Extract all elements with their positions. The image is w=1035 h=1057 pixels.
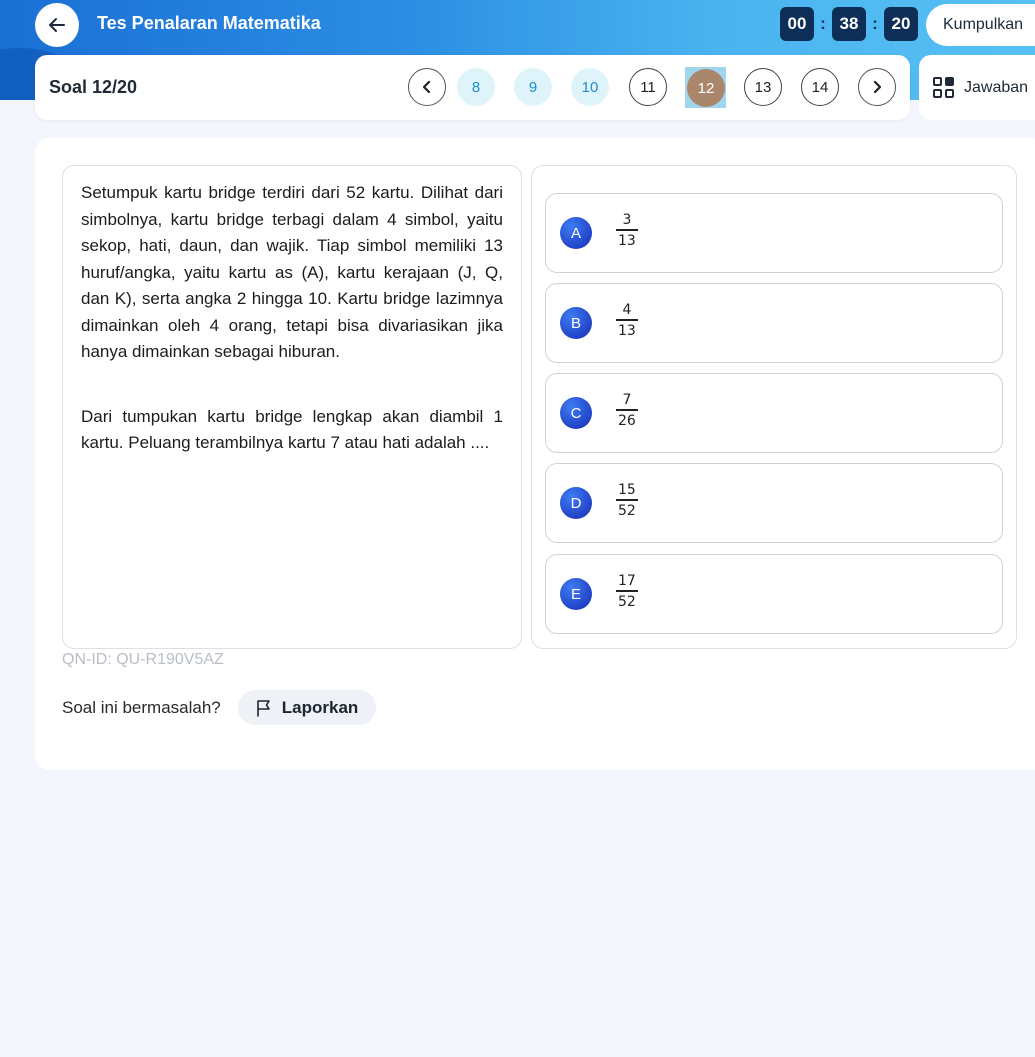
option-letter: D bbox=[560, 487, 592, 519]
question-id: QN-ID: QU-R190V5AZ bbox=[62, 651, 224, 668]
fraction-numerator: 3 bbox=[622, 212, 632, 228]
option-fraction bbox=[616, 573, 638, 610]
option-fraction bbox=[616, 482, 638, 519]
option-b[interactable] bbox=[545, 283, 1003, 363]
app-title: Tes Penalaran Matematika bbox=[97, 13, 321, 33]
option-letter: E bbox=[560, 578, 592, 610]
fraction-numerator: 15 bbox=[618, 482, 636, 498]
option-letter: B bbox=[560, 307, 592, 339]
answer-sheet-button[interactable] bbox=[919, 55, 1035, 120]
option-letter: C bbox=[560, 397, 592, 429]
chevron-left-icon bbox=[421, 80, 433, 94]
fraction-denominator: 13 bbox=[618, 322, 636, 339]
question-nav-13[interactable]: 13 bbox=[744, 68, 782, 106]
question-text-panel bbox=[62, 165, 522, 649]
arrow-left-icon bbox=[47, 15, 67, 35]
question-nav-10[interactable]: 10 bbox=[571, 68, 609, 106]
answer-sheet-label: Jawaban bbox=[964, 78, 1029, 96]
question-nav-9[interactable]: 9 bbox=[514, 68, 552, 106]
fraction-numerator: 4 bbox=[622, 302, 632, 318]
fraction-denominator: 52 bbox=[618, 502, 636, 519]
prev-question-button[interactable] bbox=[408, 68, 446, 106]
question-nav-11[interactable]: 11 bbox=[629, 68, 667, 106]
question-nav-8[interactable]: 8 bbox=[457, 68, 495, 106]
back-button[interactable] bbox=[35, 3, 79, 47]
countdown-timer bbox=[780, 7, 918, 41]
fraction-denominator: 52 bbox=[618, 593, 636, 610]
submit-button[interactable]: Kumpulkan bbox=[926, 4, 1035, 46]
grid-icon bbox=[933, 77, 954, 98]
fraction-denominator: 26 bbox=[618, 412, 636, 429]
timer-minutes: 38 bbox=[832, 7, 866, 41]
report-button-label: Laporkan bbox=[281, 697, 359, 717]
flag-icon bbox=[256, 699, 272, 717]
option-e[interactable] bbox=[545, 554, 1003, 634]
option-fraction bbox=[616, 212, 638, 249]
option-d[interactable] bbox=[545, 463, 1003, 543]
timer-seconds: 20 bbox=[884, 7, 918, 41]
timer-separator: : bbox=[820, 14, 826, 33]
fraction-denominator: 13 bbox=[618, 232, 636, 249]
question-paragraph: Setumpuk kartu bridge terdiri dari 52 kartu. Dilihat dari simbolnya, kartu bridge terbagi dalam 4 simbol, yaitu sekop, hati, daun, dan wajik. Tiap simbol memiliki 13 huruf/angka, yaitu kartu as (A), kartu kerajaan (J, Q, dan K), serta angka 2 hingga 10. Kartu bridge lazimnya dimainkan oleh 4 orang, tetapi bisa divariasikan jika hanya dimainkan sebagai hiburan. bbox=[81, 183, 503, 361]
option-fraction bbox=[616, 302, 638, 339]
option-c[interactable] bbox=[545, 373, 1003, 453]
fraction-numerator: 7 bbox=[622, 392, 632, 408]
report-question: Soal ini bermasalah? bbox=[62, 697, 221, 717]
option-a[interactable] bbox=[545, 193, 1003, 273]
question-nav-12[interactable]: 12 bbox=[687, 69, 725, 107]
question-counter: Soal 12/20 bbox=[49, 77, 138, 97]
report-button[interactable] bbox=[238, 690, 377, 725]
question-prompt: Dari tumpukan kartu bridge lengkap akan diambil 1 kartu. Peluang terambilnya kartu 7 atau hati adalah .... bbox=[81, 406, 503, 452]
next-question-button[interactable] bbox=[858, 68, 896, 106]
report-row bbox=[62, 690, 376, 725]
timer-hours: 00 bbox=[780, 7, 814, 41]
question-nav-14[interactable]: 14 bbox=[801, 68, 839, 106]
option-letter: A bbox=[560, 217, 592, 249]
chevron-right-icon bbox=[871, 80, 883, 94]
timer-separator: : bbox=[872, 14, 878, 33]
fraction-numerator: 17 bbox=[618, 573, 636, 589]
option-fraction bbox=[616, 392, 638, 429]
